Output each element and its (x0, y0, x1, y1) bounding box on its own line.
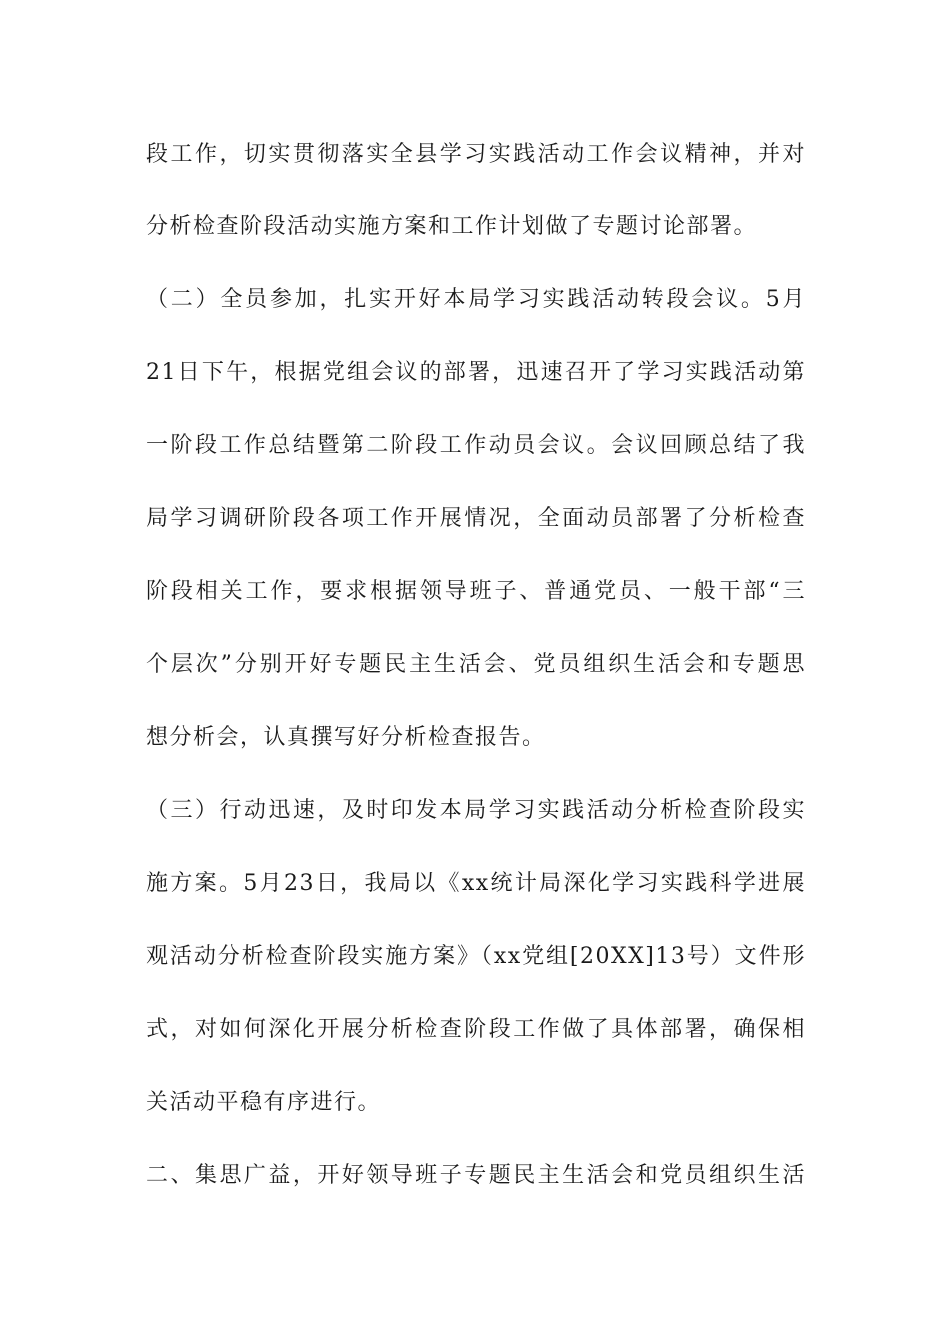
text-line: 阶段相关工作，要求根据领导班子、普通党员、一般干部“三 (146, 579, 806, 604)
text-line: 式，对如何深化开展分析检查阶段工作做了具体部署，确保相 (146, 1017, 806, 1042)
text-line: （二）全员参加，扎实开好本局学习实践活动转段会议。5月 (146, 287, 806, 312)
text-line: 个层次”分别开好专题民主生活会、党员组织生活会和专题思 (146, 652, 806, 677)
text-line: 二、集思广益，开好领导班子专题民主生活会和党员组织生活 (146, 1163, 806, 1188)
text-line: 施方案。5月23日，我局以《xx统计局深化学习实践科学进展 (146, 871, 806, 896)
text-line: 21日下午，根据党组会议的部署，迅速召开了学习实践活动第 (146, 360, 806, 385)
text-line: 关活动平稳有序进行。 (146, 1090, 382, 1115)
text-line: 段工作，切实贯彻落实全县学习实践活动工作会议精神，并对 (146, 142, 806, 167)
text-line: 局学习调研阶段各项工作开展情况，全面动员部署了分析检查 (146, 506, 806, 531)
text-line: 一阶段工作总结暨第二阶段工作动员会议。会议回顾总结了我 (146, 433, 806, 458)
text-line: 观活动分析检查阶段实施方案》（xx党组[20XX]13号）文件形 (146, 944, 806, 969)
text-line: 分析检查阶段活动实施方案和工作计划做了专题讨论部署。 (146, 214, 758, 239)
text-line: 想分析会，认真撰写好分析检查报告。 (146, 725, 546, 750)
text-line: （三）行动迅速，及时印发本局学习实践活动分析检查阶段实 (146, 798, 806, 823)
